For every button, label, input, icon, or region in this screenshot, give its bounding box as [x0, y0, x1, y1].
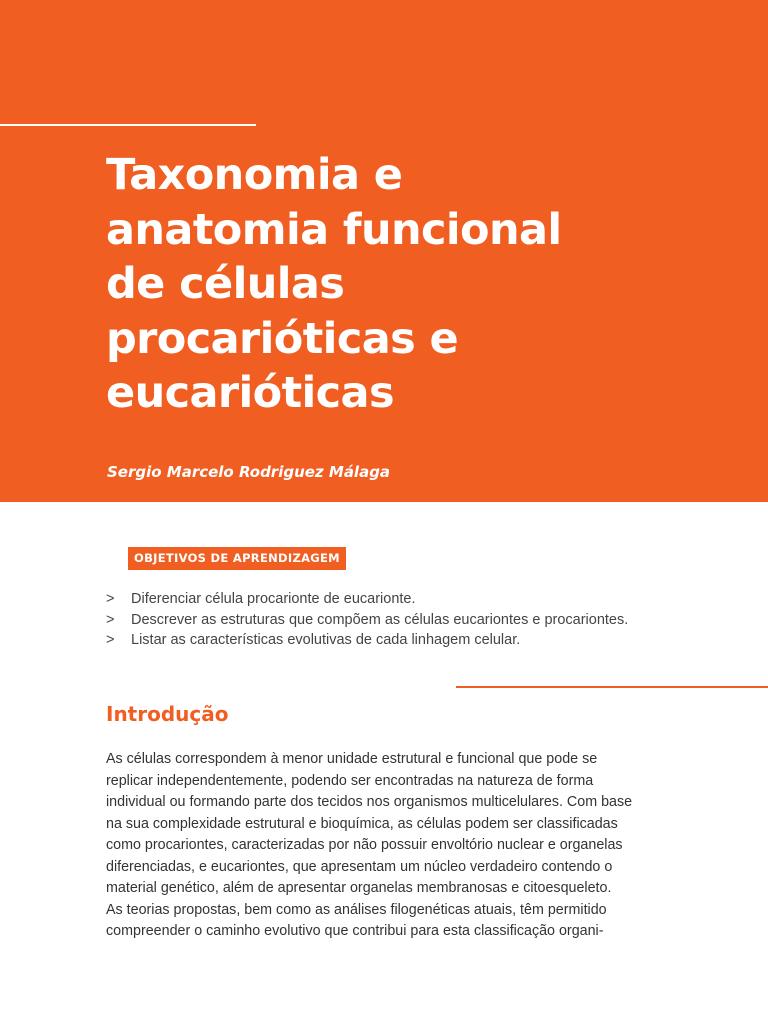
bullet-marker: >: [106, 611, 115, 628]
objective-text: Diferenciar célula procarionte de eucarionte.: [131, 591, 416, 607]
paragraph-line: na sua complexidade estrutural e bioquímica, as células podem ser classificadas: [106, 815, 618, 832]
objective-text: Descrever as estruturas que compõem as células eucariontes e procariontes.: [131, 611, 629, 628]
paragraph-line: replicar independentemente, podendo ser encontradas na natureza de forma: [106, 772, 594, 789]
banner-divider: [0, 124, 256, 126]
section-heading: Introdução: [106, 702, 229, 726]
paragraph-line: individual ou formando parte dos tecidos nos organismos multicelulares. Com base: [106, 794, 633, 810]
author-name: Sergio Marcelo Rodriguez Málaga: [107, 463, 391, 481]
paragraph-line: As células correspondem à menor unidade estrutural e funcional que pode se: [106, 751, 598, 767]
paragraph-line: como procariontes, caracterizadas por não possuir envoltório nuclear e organelas: [106, 837, 623, 853]
intro-paragraph: [106, 749, 646, 943]
paragraph-line: compreender o caminho evolutivo que contribui para esta classificação organi-: [106, 923, 604, 939]
title-line: eucarióticas: [106, 368, 394, 418]
objectives-label: OBJETIVOS DE APRENDIZAGEM: [128, 547, 346, 570]
paragraph-line: As teorias propostas, bem como as análises filogenéticas atuais, têm permitido: [106, 901, 607, 918]
objective-text: Listar as características evolutivas de cada linhagem celular.: [131, 632, 521, 648]
title-banner: [0, 0, 768, 502]
bullet-marker: >: [106, 632, 115, 648]
paragraph-line: material genético, além de apresentar organelas membranosas e citoesqueleto.: [106, 880, 612, 896]
section-divider: [456, 686, 768, 688]
objectives-list: [106, 589, 628, 651]
title-line: procarióticas e: [106, 313, 459, 364]
objective-item: [106, 589, 628, 610]
paragraph-line: diferenciadas, e eucariontes, que apresentam um núcleo verdadeiro contendo o: [106, 858, 613, 875]
title-line: de células: [106, 259, 345, 309]
objective-item: [106, 610, 628, 631]
title-line: Taxonomia e: [106, 150, 403, 200]
bullet-marker: >: [106, 591, 115, 607]
page-title: [106, 148, 726, 421]
title-line: anatomia funcional: [106, 204, 562, 255]
objective-item: [106, 630, 628, 651]
